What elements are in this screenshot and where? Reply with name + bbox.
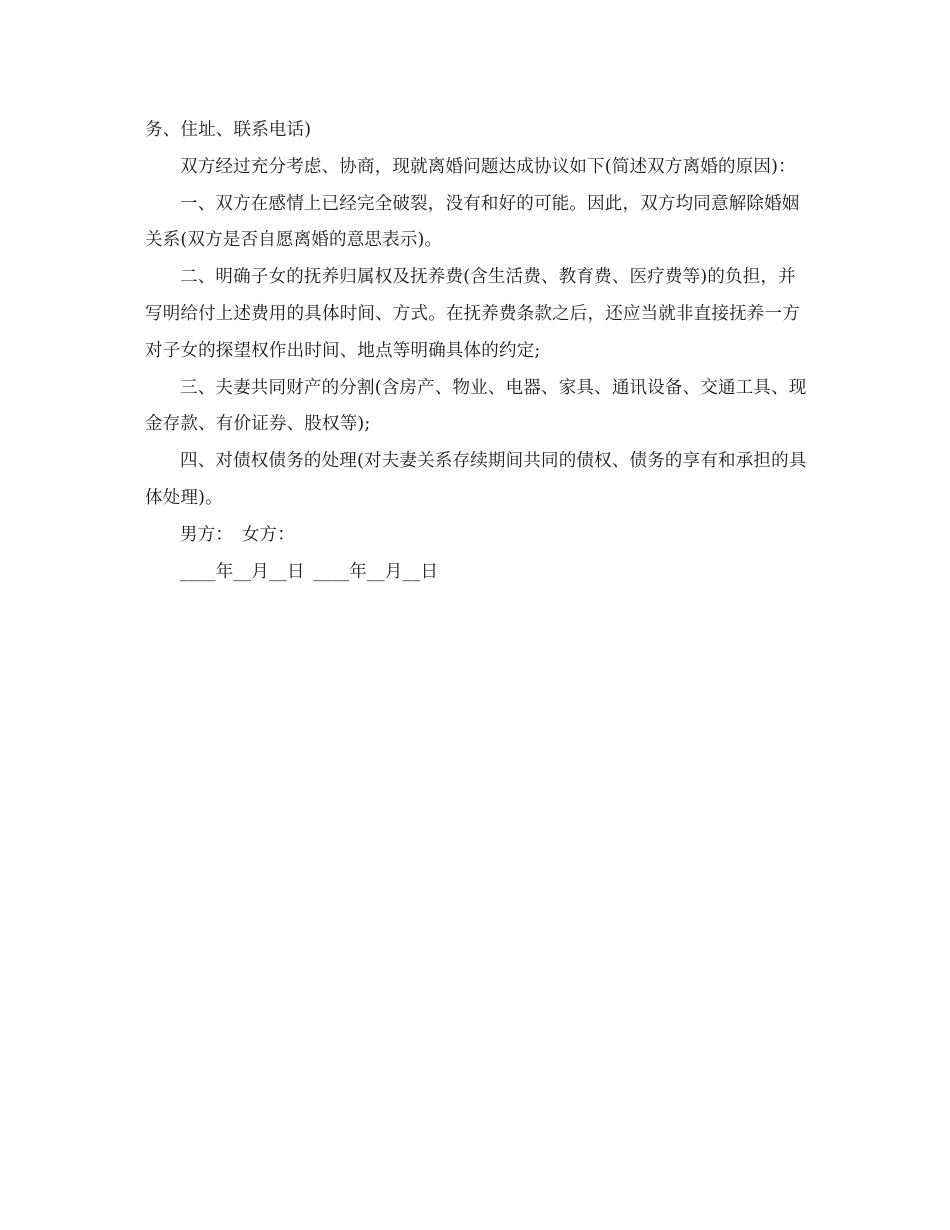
paragraph-clause-2: 二、明确子女的抚养归属权及抚养费(含生活费、教育费、医疗费等)的负担，并写明给付上述费用的具体时间、方式。在抚养费条款之后，还应当就非直接抚养一方对子女的探望权作出时间、地点等明确具体的约定; bbox=[145, 267, 800, 361]
document-body bbox=[145, 112, 810, 590]
paragraph-party-info-tail: 务、住址、联系电话) bbox=[145, 120, 312, 140]
male-date: ____年__月__日 bbox=[180, 561, 305, 582]
female-signature-label: 女方： bbox=[241, 524, 295, 545]
date-line bbox=[145, 554, 810, 591]
paragraph-agreement-intro: 双方经过充分考虑、协商，现就离婚问题达成协议如下(简述双方离婚的原因)： bbox=[180, 156, 796, 177]
male-signature-label: 男方： bbox=[180, 524, 234, 545]
paragraph-clause-4: 四、对债权债务的处理(对夫妻关系存续期间共同的债权、债务的享有和承担的具体处理)。 bbox=[145, 451, 807, 508]
signature-line bbox=[145, 517, 810, 554]
paragraph-clause-3: 三、夫妻共同财产的分割(含房产、物业、电器、家具、通讯设备、交通工具、现金存款、有价证券、股权等); bbox=[145, 377, 807, 435]
paragraph-clause-1: 一、双方在感情上已经完全破裂，没有和好的可能。因此，双方均同意解除婚姻关系(双方是否自愿离婚的意思表示)。 bbox=[145, 193, 800, 251]
female-date: ____年__月__日 bbox=[313, 561, 439, 582]
